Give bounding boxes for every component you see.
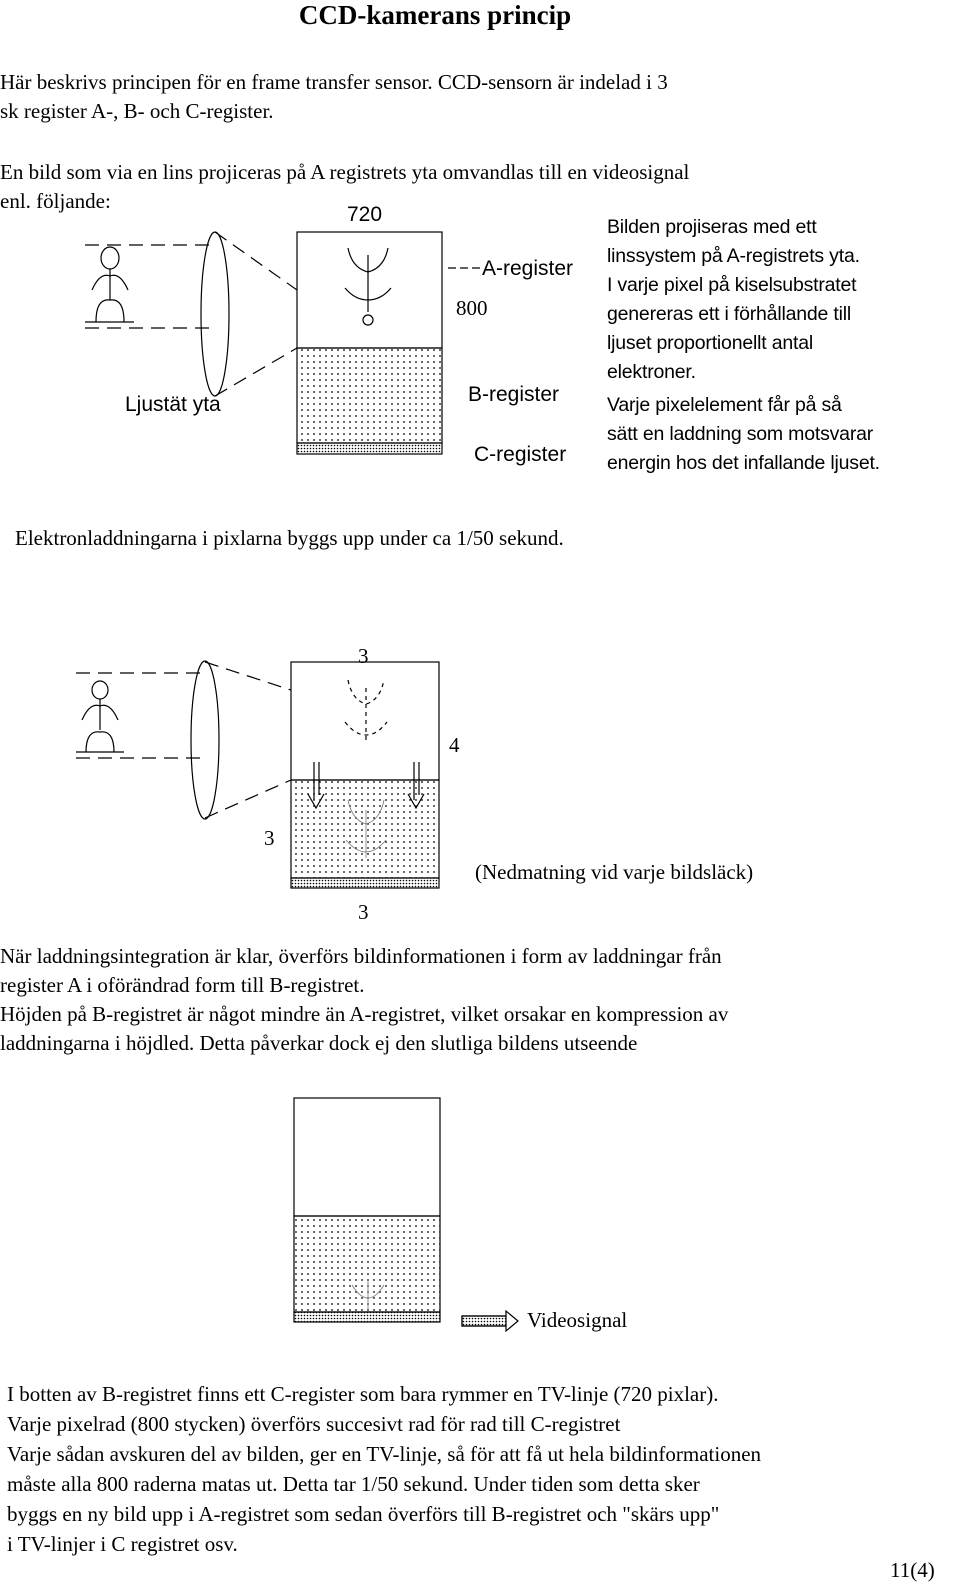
intro-line-3: En bild som via en lins projiceras på A registrets yta omvandlas till en videosignal xyxy=(0,160,690,184)
c-register-area-3 xyxy=(294,1312,440,1322)
final-line-6: i TV-linjer i C registret osv. xyxy=(7,1532,238,1556)
inverted-figure-icon xyxy=(345,248,391,325)
transfer-line-2: register A i oförändrad form till B-registret. xyxy=(0,973,365,997)
diagram2-right-label: 4 xyxy=(449,733,460,757)
page-number: 11(4) xyxy=(890,1558,935,1582)
description-line-7: Varje pixelelement får på så xyxy=(607,394,842,416)
b-register-area xyxy=(297,348,442,443)
a-register-label: A-register xyxy=(482,257,574,280)
description-line-5: ljuset proportionellt antal xyxy=(607,332,813,354)
a-register-area xyxy=(297,232,442,348)
intro-line-1: Här beskrivs principen för en frame transfer sensor. CCD-sensorn är indelad i 3 xyxy=(0,70,668,94)
transfer-line-1: När laddningsintegration är klar, överförs bildinformationen i form av laddningar från xyxy=(0,944,722,968)
fading-figure-icon xyxy=(345,680,387,740)
intro-line-2: sk register A-, B- och C-register. xyxy=(0,99,274,123)
a-register-area-3 xyxy=(294,1098,440,1216)
diagram1 xyxy=(85,232,480,454)
final-line-2: Varje pixelrad (800 stycken) överförs succesivt rad för rad till C-registret xyxy=(7,1412,621,1436)
diagram2-left-label: 3 xyxy=(264,826,275,850)
description-line-8: sätt en laddning som motsvarar xyxy=(607,423,874,445)
intro-line-4: enl. följande: xyxy=(0,189,111,213)
final-line-3: Varje sådan avskuren del av bilden, ger en TV-linje, så för att få ut hela bildinformationen xyxy=(7,1442,762,1466)
description-line-6: elektroner. xyxy=(607,361,696,383)
final-line-5: byggs en ny bild upp i A-registret som sedan överförs till B-registret och "skärs upp" xyxy=(7,1502,720,1526)
diagram3 xyxy=(294,1098,518,1331)
b-register-area-2 xyxy=(291,780,439,878)
buildup-text: Elektronladdningarna i pixlarna byggs upp under ca 1/50 sekund. xyxy=(15,526,564,550)
description-line-4: genereras ett i förhållande till xyxy=(607,303,851,325)
transfer-line-4: laddningarna i höjdled. Detta påverkar dock ej den slutliga bildens utseende xyxy=(0,1031,638,1055)
description-line-9: energin hos det infallande ljuset. xyxy=(607,452,880,474)
final-line-4: måste alla 800 raderna matas ut. Detta tar 1/50 sekund. Under tiden som detta sker xyxy=(7,1472,700,1496)
lens-icon-2 xyxy=(191,661,219,819)
height-label: 800 xyxy=(456,296,488,320)
video-signal-label: Videosignal xyxy=(527,1308,628,1332)
diagram2-bottom-label: 3 xyxy=(358,900,369,924)
transfer-line-3: Höjden på B-registret är något mindre än A-registret, vilket orsakar en kompression av xyxy=(0,1002,729,1026)
video-signal-arrow-icon xyxy=(462,1311,518,1331)
person-figure-icon xyxy=(85,247,134,322)
final-line-1: I botten av B-registret finns ett C-register som bara rymmer en TV-linje (720 pixlar). xyxy=(7,1382,719,1406)
lit-surface-label: Ljustät yta xyxy=(125,393,221,416)
description-line-2: linssystem på A-registrets yta. xyxy=(607,245,860,267)
diagram2-note: (Nedmatning vid varje bildsläck) xyxy=(475,860,754,884)
c-register-area xyxy=(297,443,442,454)
description-line-1: Bilden projiseras med ett xyxy=(607,216,817,238)
person-figure-small-icon xyxy=(76,681,124,752)
width-label: 720 xyxy=(347,203,383,226)
c-register-area-2 xyxy=(291,878,439,888)
a-register-area-2 xyxy=(291,662,439,780)
diagram2 xyxy=(76,661,439,888)
b-register-label: B-register xyxy=(468,383,560,406)
description-line-3: I varje pixel på kiselsubstratet xyxy=(607,274,857,296)
diagram2-top-label: 3 xyxy=(358,644,369,668)
lens-icon xyxy=(201,232,229,396)
page-title: CCD-kamerans princip xyxy=(298,0,572,30)
c-register-label: C-register xyxy=(474,443,567,466)
